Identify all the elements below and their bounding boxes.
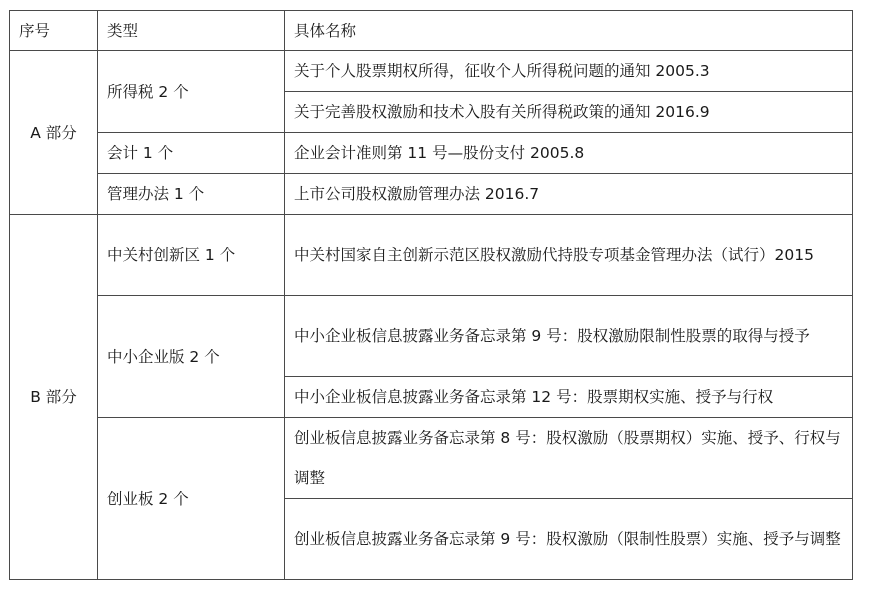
name-cell: 关于完善股权激励和技术入股有关所得税政策的通知 2016.9 [285, 92, 853, 133]
section-b-label: B 部分 [10, 215, 98, 580]
table-row [10, 296, 853, 377]
table-row [10, 51, 853, 92]
type-cell: 会计 1 个 [98, 133, 285, 174]
header-type: 类型 [98, 11, 285, 51]
name-cell: 上市公司股权激励管理办法 2016.7 [285, 174, 853, 215]
type-cell: 管理办法 1 个 [98, 174, 285, 215]
header-name: 具体名称 [285, 11, 853, 51]
type-cell: 中关村创新区 1 个 [98, 215, 285, 296]
legal-documents-table [9, 10, 853, 580]
type-cell: 创业板 2 个 [98, 418, 285, 580]
type-cell: 中小企业版 2 个 [98, 296, 285, 418]
name-cell: 创业板信息披露业务备忘录第 8 号：股权激励（股票期权）实施、授予、行权与调整 [285, 418, 853, 499]
name-cell: 关于个人股票期权所得，征收个人所得税问题的通知 2005.3 [285, 51, 853, 92]
name-cell: 中关村国家自主创新示范区股权激励代持股专项基金管理办法（试行）2015 [285, 215, 853, 296]
name-cell: 中小企业板信息披露业务备忘录第 9 号：股权激励限制性股票的取得与授予 [285, 296, 853, 377]
name-cell: 创业板信息披露业务备忘录第 9 号：股权激励（限制性股票）实施、授予与调整 [285, 499, 853, 580]
table-row [10, 133, 853, 174]
table-row [10, 418, 853, 499]
table-row [10, 174, 853, 215]
name-cell: 中小企业板信息披露业务备忘录第 12 号：股票期权实施、授予与行权 [285, 377, 853, 418]
section-a-label: A 部分 [10, 51, 98, 215]
type-cell: 所得税 2 个 [98, 51, 285, 133]
table-row [10, 215, 853, 296]
name-cell: 企业会计准则第 11 号—股份支付 2005.8 [285, 133, 853, 174]
table-header-row [10, 11, 853, 51]
document-table-container [9, 10, 853, 580]
header-serial: 序号 [10, 11, 98, 51]
